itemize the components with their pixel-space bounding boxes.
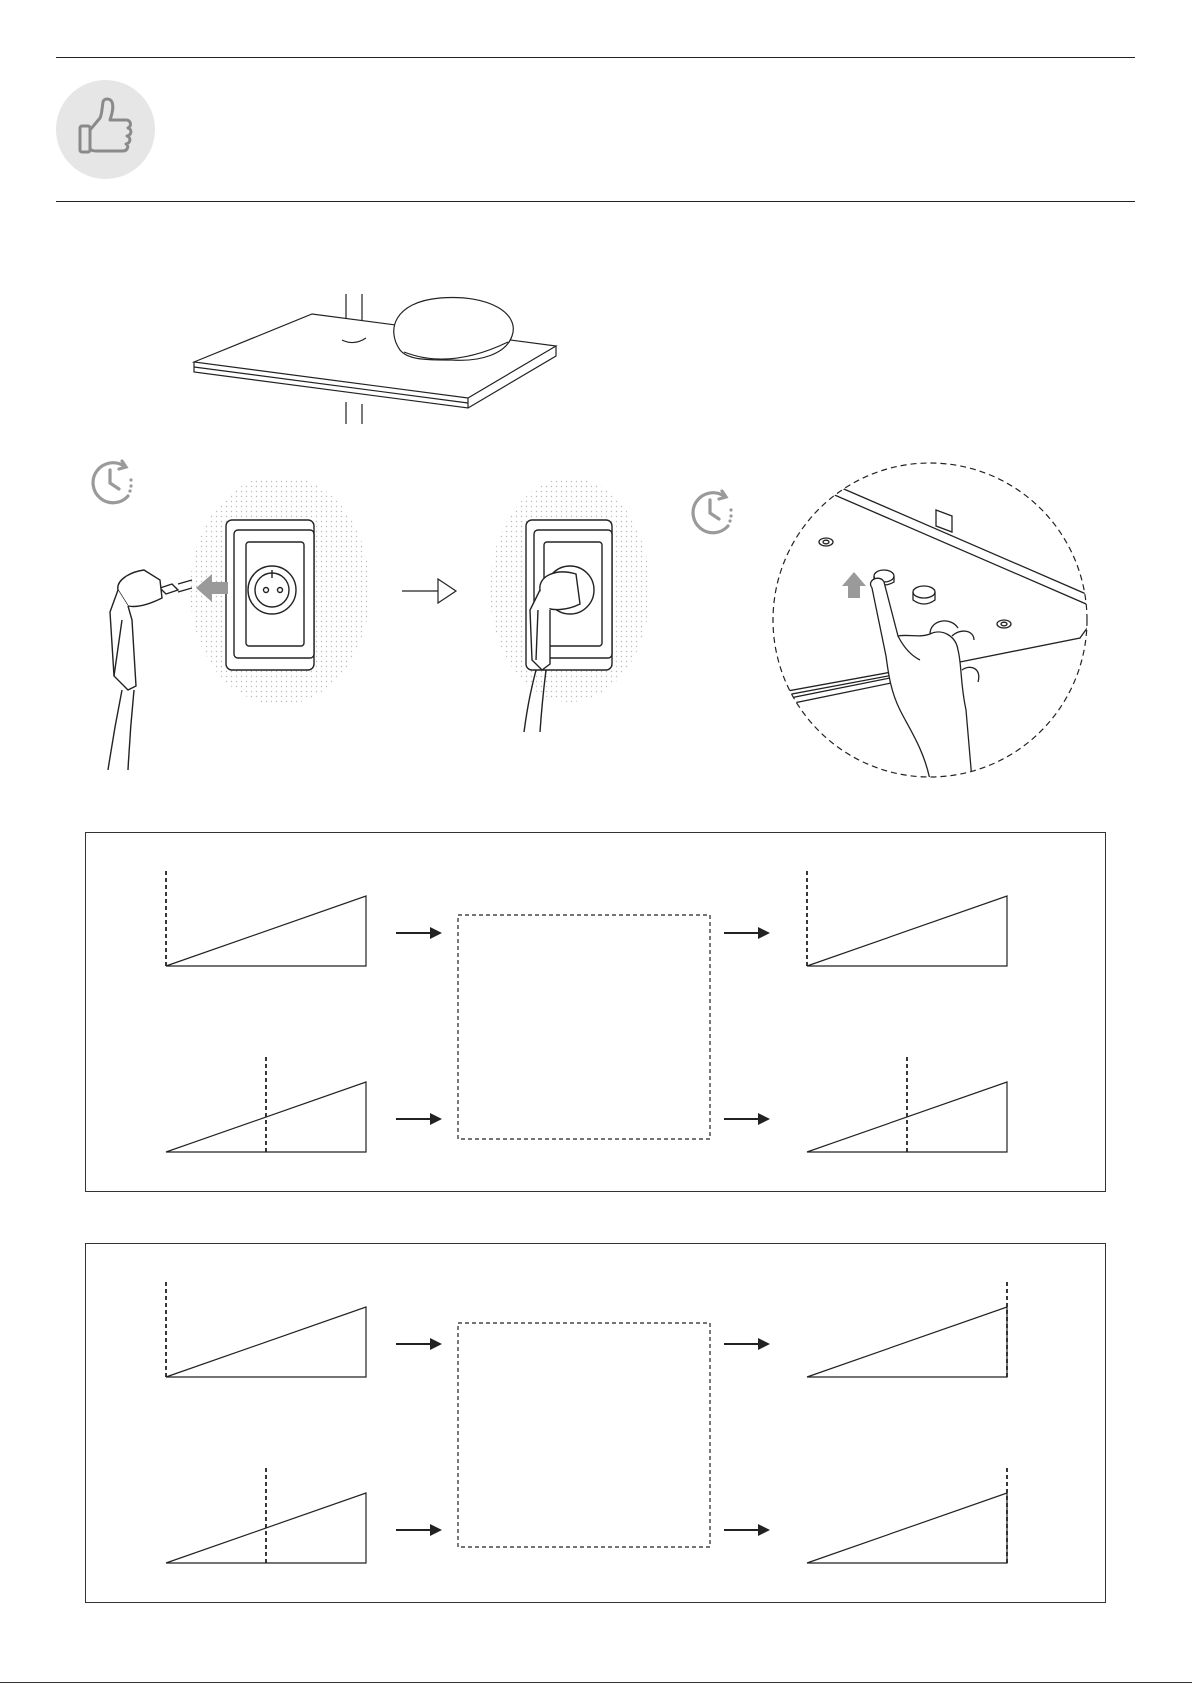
footer-rule: [0, 1682, 1192, 1683]
sequence-a-in-arrow-2-head: [430, 1113, 442, 1125]
sequence-b-out-arrow-1-head: [758, 1338, 770, 1350]
sequence-a-process-box: [458, 915, 710, 1139]
sequence-b-process-box: [458, 1323, 710, 1547]
b-out-1-ramp: [807, 1307, 1007, 1377]
sequence-a-out-arrow-2-head: [758, 1113, 770, 1125]
sequence-a-out-arrow-1-head: [758, 927, 770, 939]
b-out-2-ramp: [807, 1493, 1007, 1563]
sequence-b-in-arrow-2-head: [430, 1524, 442, 1536]
b-in-1-ramp: [166, 1307, 366, 1377]
sequence-b-in-arrow-1-head: [430, 1338, 442, 1350]
a-in-1-ramp: [166, 896, 366, 966]
a-out-1-ramp: [807, 896, 1007, 966]
sequence-a-in-arrow-1-head: [430, 927, 442, 939]
sequence-b-out-arrow-2-head: [758, 1524, 770, 1536]
